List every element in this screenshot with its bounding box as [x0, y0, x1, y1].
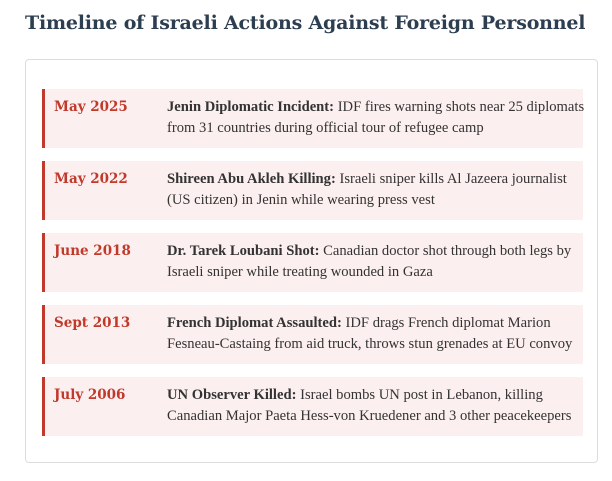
entry-heading: Jenin Diplomatic Incident:: [167, 99, 335, 115]
entry-description: [167, 241, 587, 283]
timeline-entry: [42, 377, 583, 436]
entry-body: Israeli sniper kills Al Jazeera journalist (US citizen) in Jenin while wearing press vest: [167, 171, 567, 208]
entry-heading: Dr. Tarek Loubani Shot:: [167, 243, 320, 259]
entry-heading: Shireen Abu Akleh Killing:: [167, 171, 336, 187]
entry-body: IDF drags French diplomat Marion Fesneau-Castaing from aid truck, throws stun grenades at EU convoy: [167, 315, 573, 352]
page-title: Timeline of Israeli Actions Against Foreign Personnel: [25, 12, 586, 34]
entry-body: IDF fires warning shots near 25 diplomats from 31 countries during official tour of refugee camp: [167, 99, 585, 136]
timeline-list: [42, 89, 583, 449]
entry-description: [167, 169, 587, 211]
timeline-panel: [25, 59, 598, 463]
timeline-entry: [42, 233, 583, 292]
entry-body: Canadian doctor shot through both legs by Israeli sniper while treating wounded in Gaza: [167, 243, 572, 280]
entry-description: [167, 97, 587, 139]
entry-date: May 2025: [54, 99, 128, 115]
entry-description: [167, 385, 587, 427]
entry-body: Israel bombs UN post in Lebanon, killing Canadian Major Paeta Hess-von Kruedener and 3 other peacekeepers: [167, 387, 572, 424]
entry-date: May 2022: [54, 171, 128, 187]
entry-date: Sept 2013: [54, 315, 131, 331]
entry-heading: UN Observer Killed:: [167, 387, 297, 403]
entry-heading: French Diplomat Assaulted:: [167, 315, 342, 331]
timeline-entry: [42, 305, 583, 364]
timeline-entry: [42, 161, 583, 220]
entry-description: [167, 313, 587, 355]
entry-date: July 2006: [54, 387, 126, 403]
timeline-entry: [42, 89, 583, 148]
entry-date: June 2018: [54, 243, 131, 259]
